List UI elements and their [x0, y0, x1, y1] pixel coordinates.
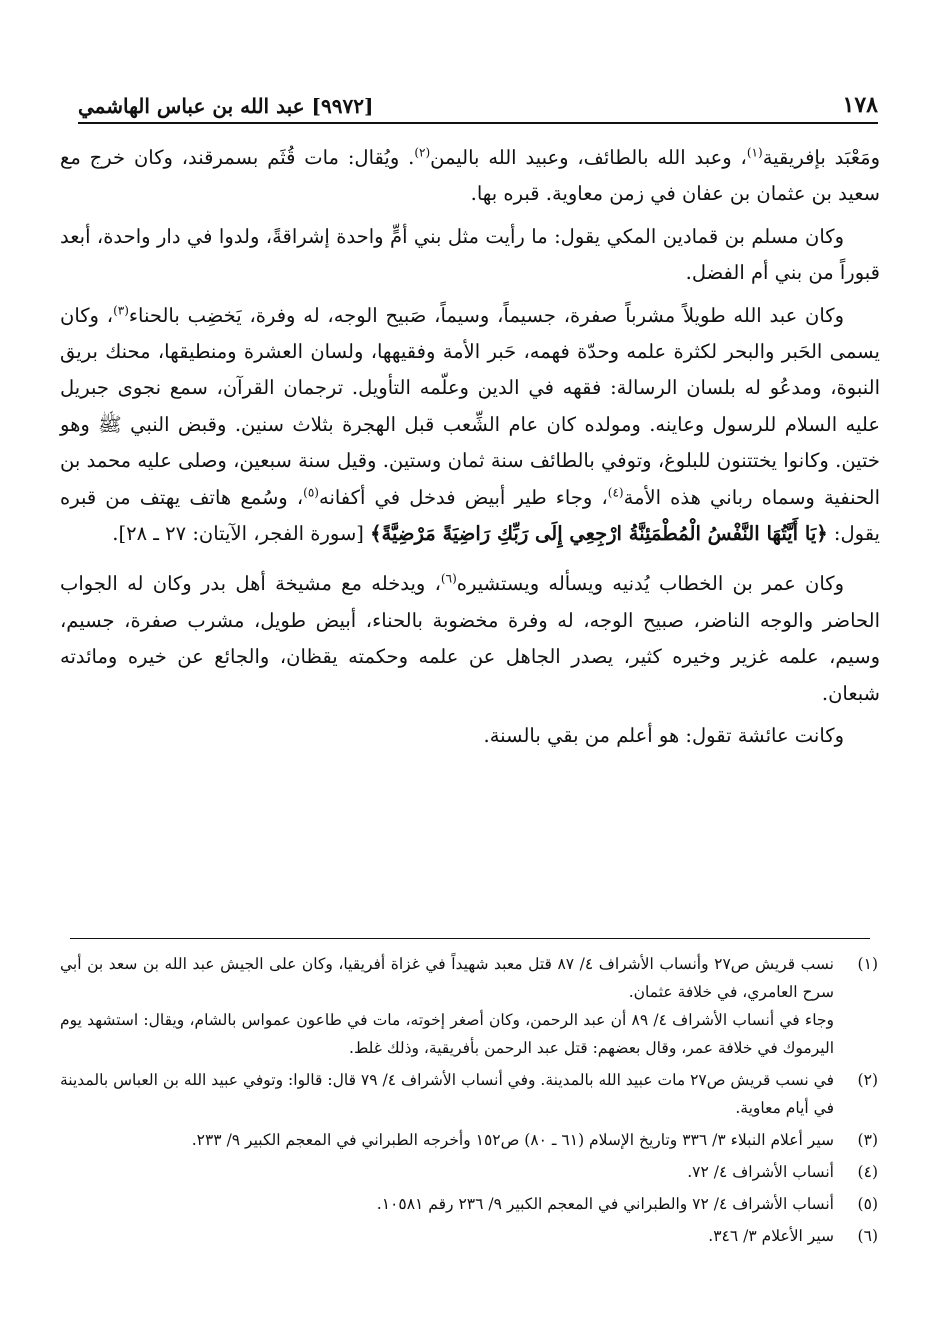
footnote [60, 1158, 878, 1186]
text-segment: ، وجاء طير أبيض فدخل في أكفانه [318, 485, 608, 509]
text-segment: وكان عمر بن الخطاب يُدنيه ويسأله ويستشيره [456, 572, 844, 596]
text-segment: [سورة الفجر، الآيتان: ٢٧ ـ ٢٨]. [112, 522, 371, 546]
footnote-text [60, 950, 834, 1062]
footnote-marker: (١) [746, 145, 763, 160]
text-segment: ومَعْبَد بإفريقية [762, 146, 881, 169]
footnote [60, 1066, 878, 1122]
footnote-marker: (٦) [440, 571, 457, 586]
body-paragraph [60, 219, 880, 292]
text-segment: ، ويدخله مع مشيخة أهل بدر وكان له الجواب الحاضر والوجه الناضر، صبيح الوجه، له وفرة مخضوبة بالحناء، أبيض طويل، مشرب صفرة، جسيم، وسيم، علمه غزير وخيره كثير، يصدر الجاهل عن علمه وحكمته يقظان، والجائع عن خيره ومائدته شبعان. [60, 572, 880, 705]
text-segment: ، وعبد الله بالطائف، وعبيد الله باليمن [430, 146, 747, 169]
footnote-line: سير أعلام النبلاء ٣/ ٣٣٦ وتاريخ الإسلام (٦١ ـ ٨٠) ص١٥٢ وأخرجه الطبراني في المعجم الكبير ٩/ ٢٣٣. [191, 1131, 834, 1149]
footnote-line: في نسب قريش ص٢٧ مات عبيد الله بالمدينة. وفي أنساب الأشراف ٤/ ٧٩ قال: قالوا: وتوفي عبيد الله بن العباس بالمدينة في أيام معاوية. [60, 1071, 834, 1117]
footnote [60, 1126, 878, 1154]
footnote-marker: (٤) [607, 485, 624, 500]
footnote-number: (١) [857, 955, 878, 973]
footnote [60, 1190, 878, 1218]
body-paragraph [60, 718, 880, 754]
footnote-line: نسب قريش ص٢٧ وأنساب الأشراف ٤/ ٨٧ قتل معبد شهيداً في غزاة أفريقيا، وكان على الجيش عبد الله بن سعد بن أبي سرح العامري، في خلافة عثمان. [60, 955, 834, 1001]
footnote-number: (٦) [857, 1227, 878, 1245]
footnotes [60, 950, 878, 1254]
footnote-number: (٣) [857, 1131, 878, 1149]
footnote-line: أنساب الأشراف ٤/ ٧٢ والطبراني في المعجم الكبير ٩/ ٢٣٦ رقم ١٠٥٨١. [376, 1195, 834, 1213]
footnote-text [60, 1066, 834, 1122]
footnote-marker: (٣) [113, 303, 129, 318]
page-header [78, 78, 878, 124]
footnote-text [60, 1190, 834, 1218]
body-paragraph [60, 298, 880, 553]
text-segment: . ويُقال: مات قُثَم بسمرقند، وكان خرج مع سعيد بن عثمان بن عفان في زمن معاوية. قبره بها. [60, 146, 880, 206]
footnote-line: وجاء في أنساب الأشراف ٤/ ٨٩ أن عبد الرحمن، وكان أصغر إخوته، مات في طاعون عمواس بالشام، ويقال: استشهد يوم اليرموك في خلافة عمر، وقال بعضهم: قتل عبد الرحمن بأفريقية، وذلك غلط. [60, 1011, 835, 1057]
footnote-text [60, 1222, 834, 1250]
text-segment: وكان مسلم بن قمادين المكي يقول: ما رأيت مثل بني أمٍّ واحدة إشراقةً، ولدوا في دار واحدة، أبعد قبوراً من بني أم الفضل. [60, 224, 880, 285]
footnote-marker: (٥) [303, 485, 319, 500]
footnote-line: سير الأعلام ٣/ ٣٤٦. [708, 1227, 834, 1245]
footnote-text [60, 1158, 834, 1186]
footnote-number: (٥) [857, 1195, 878, 1213]
text-segment: ، وسُمع هاتف يهتف من قبره يقول: [60, 485, 880, 546]
footnote-number: (٢) [857, 1071, 878, 1089]
text-segment: ، وكان يسمى الحَبر والبحر لكثرة علمه وحدّة فهمه، حَبر الأمة وفقيهها، ولسان العشرة ومنطيقها، محنك بريق النبوة، ومدعُو له بلسان الرسالة: فقهه في الدين وعلّمه التأويل. ترجمان القرآن، سمع نجوى جبريل عليه السلام للرسول وعاينه. ومولده كان عام الشِّعب قبل الهجرة بثلاث سنين. وقبض النبي ﷺ وهو ختين. وكانوا يختتنون للبلوغ، وتوفي بالطائف سنة ثمان وستين. وقيل سنة سبعين، وصلى عليه محمد بن الحنفية وسماه رباني هذه الأمة [60, 303, 880, 509]
footnote-number: (٤) [857, 1163, 878, 1181]
running-title: [٩٩٧٢] عبد الله بن عباس الهاشمي [78, 94, 374, 118]
footnote-marker: (٢) [414, 145, 431, 160]
footnote-line: أنساب الأشراف ٤/ ٧٢. [687, 1163, 834, 1181]
footnote [60, 1222, 878, 1250]
body-paragraph [60, 140, 880, 213]
main-text [60, 140, 880, 761]
body-paragraph [60, 566, 880, 712]
text-segment: وكانت عائشة تقول: هو أعلم من بقي بالسنة. [483, 724, 844, 748]
footnote [60, 950, 878, 1062]
text-segment: وكان عبد الله طويلاً مشرباً صفرة، جسيماً، وسيماً، صَبيح الوجه، له وفرة، يَخضِب بالحناء [128, 303, 844, 327]
footnote-separator [70, 938, 870, 939]
quran-verse: ﴿يَا أَيَّتُهَا النَّفْسُ الْمُطْمَئِنَّةُ ارْجِعِي إِلَى رَبِّكِ رَاضِيَةً مَرْضِيَّةً﴾ [370, 522, 828, 546]
footnote-text [60, 1126, 834, 1154]
page-number: ١٧٨ [842, 92, 878, 118]
